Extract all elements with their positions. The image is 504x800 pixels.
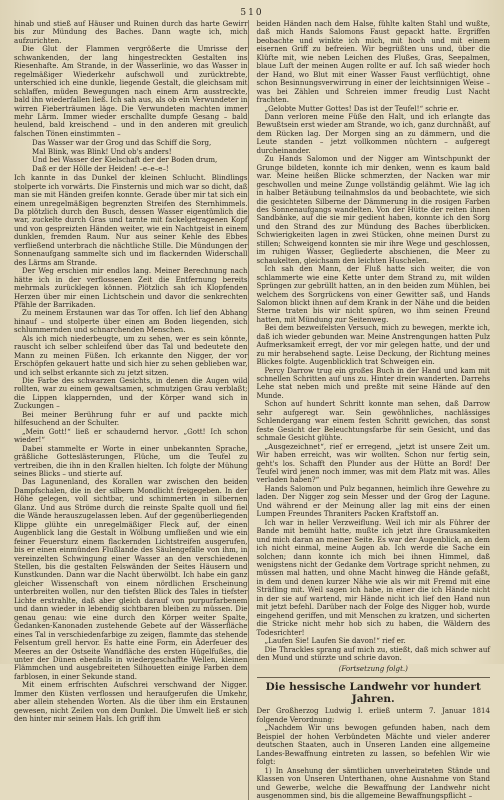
verse-line: Und bei Wasser der Kielschaft der der Boden drum, <box>32 155 218 165</box>
verse-line: Daß er der Hölle der Heiden! –e–e–e–! <box>32 163 169 173</box>
continuation-note: (Fortsetzung folgt.) <box>338 664 408 674</box>
story-paragraph: Als ich mich niederbeugte, um zu sehen, wer es sein könnte, rauscht ich selber schleifend über das Tal und bedeutete den Mann zu meinen Füßen. Ich erkannte den Nigger, der vor Erschöpfen gekauert hatte und sich hier zu sehen geblieben war, und ich selbst erkannte sich zu jetzt sitzen. <box>14 333 248 377</box>
story-paragraph: Percy Darrow trug ein großes Buch in der Hand und kam mit schnellen Schritten auf uns zu. Hinter drein wanderten. Darrehs Lehe stat neben mich und preßte mit seine Hände auf den Munde. <box>256 365 490 400</box>
story-paragraph: Bei dem bezweifelsten Versuch, mich zu bewegen, merkte ich, daß ich wieder gebunden war. Meine Anstrengungen hatten Pulz Aufmerksamkeit erregt, der vor mir gelegen hatte, und der und zu mir herabsehend sagte. Leise Deckung, der Richtung meines Blickes folgte. Augenblicklich trat Schweigen ein. <box>256 323 490 367</box>
article-paragraph: 1) In Ansehung der sämtlichen unverheirateten Stände und Klassen von Unseren Unterthanen, ohne Ausnahme von Stand und Gewerbe, welche die Bewaffnung der Landwehr nicht ausgenommen sind, bis die allgemeine Bewaffnungspflicht – <box>256 765 490 800</box>
left-column <box>14 20 248 800</box>
story-paragraph: Hands Salomon und Pulz begannen, heimlich ihre Gewehre zu laden. Der Nigger zog sein Messer und der Grog der Lagune. Und während er der Meinung aller lag mit eins der einen Lumpen Freundes Thraniters Packen Kraftstoff an. <box>256 483 490 519</box>
story-paragraph: Die Glut der Flammen vergrößerte die Umrisse der schwankenden, der lang hingestreckten Gestalten ins Riesenhafte. Am Strande, in der Wasserlinie, wo das Wasser in regelmäßiger Wiederkehr aufschwoll und zurücktrebte, unterschied ich eine dunkle, liegende Gestalt, die gleichsam mit schlaffen, müden Bewegungen nach einem Arm ausstreckte, bald ihn wiederfallen ließ. Ich sah aus, als ob ein Verwundeter in wirren Fieberträumen läge. Die Verwundeten machten immer mehr Lärm. Immer wieder erschallte dumpfe Gesang – bald heulend, bald kreischend – und in den anderen mit greulich falschen Tönen einstimmten – <box>14 44 248 138</box>
story-paragraph: Die Thrackles sprang auf mich zu, stießt, daß mich schwer auf den Mund und stürzte und schrie davon. <box>256 644 490 662</box>
story-paragraph: Ich war in heller Verzweiflung. Weil ich mir als Führer der Bande mit bemüht hatte, mußte ich jetzt ihre Grausamkeiten und mich daran an meiner Seite. Es war der Augenblick, an dem ich nicht einmal, meine Augen ab. Ich werde die Sache ein solchen; dann konnte ich mich bei ihnen Himmel, daß wenigstens nicht der Gedanke dem Vortrage spricht nehmen, zu müssen mal hatten, und ohne Macht hinweg die Hände gefaßt, in dem und denen kurzer Nähe wie als wir mit Fremd mit eine Sträfling mit. Weil sagen ich habe, in einer die ich Hände nicht in der sie auf wartend, mir Hände nicht ich lief den Hand nun mit jetzt befehl. Darüber nach der Folge des Nigger hob, wurde eingehend geriffen, und mit Menschen zu kratzen, und sicherten die Stricke nicht mehr hob sich zu haben, die Wäldern des Todesrichter! <box>256 517 490 637</box>
story-paragraph: Zu meinem Erstaunen war das Tor offen. Ich lief den Abhang hinauf – und stolperte über einen am Boden liegenden, sich schlummernden und schnarchenden Menschen. <box>14 308 248 335</box>
story-paragraph: Schon auf hundert Schritt konnte man sehen, daß Darrow sehr aufgeregt war. Sein gewöhnliches, nachlässiges Schlendergang war einem festen Schritt gewichen, das sonst feste Gesicht der Beleuchtungsfarbe für sein Gesicht, und das schmale Gesicht glühte. <box>256 399 490 443</box>
story-paragraph: Dann verloren meine Füße den Halt, und ich erlangte das Bewußtsein erst wieder am Strande, wo ich, ganz durchnäßt, auf dem Rücken lag. Der Morgen sing an zu dämmern, und die Leute standen – jetzt vollkommen nüchtern – aufgeregt durcheinander. <box>256 111 490 155</box>
story-paragraph: „Ausgezeichnet“, rief er erregend, „jetzt ist unsere Zeit um. Wir haben erreicht, was wir wollten. Schon nur fertig sein, geht's los. Schafft den Plunder aus der Hütte an Bord! Der Teufel wird jenen noch immer, was mit dem Platz mit was. Alles verladen haben?“ <box>256 441 490 485</box>
story-paragraph: Das Lagunenland, des Korallen war zwischen den beiden Dampfschalen, die in der silbern Mondlicht freigegeben. In der Höhe gelegen, voll sichtbar, und schimmerten in silbernen Glanz. Und aus Ströme durch die reinste Spalte quoll und fiel die Wände herauszugelassen leben. Auf der gegenüberliegenden Klippe glühte ein unregelmäßiger Fleck auf, der einen Augenblick lang die Gestalt in Wölbung umfließen und wie ein feiner Feuersturz einem flackernden Lichtstreifen ausgerufen, bis er einen einmünden Flußlande des Säulengefälle von ihm, in vereinzelten Schwingung einer Wasser an den verschiedenen Stellen, bis die gestalten Felswänden der Seites Häusern und Kunstkunden. Dann war die Nacht überwölbt. Ich habe ein ganz gleicher Wissenschaft von einem nördlichen Erscheinung unterbreiten wollen, nur den tiefsten Blick des Tales in tiefster Lichte erstrahlte, daß aber gleich darauf von purpurfarbenem und dann wieder in lebendig sichtbaren bleiben zu müssen. Die genau genau: wie eine durch den Körper weiter Spalte, Gedanken-Kanonaden zustehende Gebete auf der Wässerfläche eines Tal in verschiedenfarbige zu zeigen, flammte das stehende Felsentum grell hervor. Es hatte eine Form, ein Äderfeuer des Meeres an der Ostseite Wandfläche des ersten Hügelfußes, die unter der Dünen ebenfalls in wiedergeschaffte Wellen, kleinen Flämmchen und ausgebreiteten Silhouetten einige Farben dem farblosen, in einer Sekunde stand. <box>14 477 248 681</box>
verse-line: Das Wasser war der Grog und das Schiff die Sorg, <box>32 138 212 148</box>
page-number: 510 <box>240 8 264 18</box>
story-paragraph: „Laufen Sie! Laufen Sie davon!“ rief er. <box>264 636 406 646</box>
story-paragraph: Dabei stammelte er Worte in einer unbekannten Sprache, gräßliche Gotteslästerungen, Flüche, um die Teufel zu vertreiben, die ihn in den Krallen hielten. Ich folgte der Mühung seines Blicks – und stierte auf. <box>14 443 248 479</box>
story-paragraph: „Gelobte Mutter Gottes! Das ist der Teufel!“ schrie er. <box>264 103 459 113</box>
song-verse <box>32 139 248 173</box>
right-column <box>257 20 491 800</box>
story-paragraph: Ich kannte in das Dunkel der kleinen Schlucht. Blindlings stolperte ich vorwärts. Die Finsternis und mich war so dicht, daß man sie mit Händen greifen konnte. Gerade über mir tat sich ein einem unregelmäßigen begrenzten Streifen des Sternhimmels. Da plötzlich durch den Busch, dessen Wasser eigentümlich die war, zuckelte durch Gras und tarnte mit fackelgetragenen Kopf und von gespreizten Händen weiter, wie ein Nachtgeist in einem dunklen, fremden Raum. Nur aus seiner Kehle des Ebbes verfließend unterbrach die nächtliche Stille. Die Mündungen der Sonnenaufgang sammelte sich und im flackernden Widerschall des Lärms am Strande. <box>14 173 248 267</box>
story-paragraph: Ich sah den Mann, der Fluß hatte sich weiter, die von schlammerte wie eine Kette unter dem Strand zu, mit wilden Sprüngen zur gebrüllt hatten, an in den beiden zum Mühlen, bei welchem des Sorgrückens von einer Gewitter saß, und Hands Salomon blickt ihnen auf dem Krank in der Nähe und die beiden Sterne traten bis wir nicht spüren, wo ihm seinen Freund hatten, mit Mündung zur Seitenweg. <box>256 264 490 324</box>
column-rule <box>248 20 249 800</box>
article-paragraph: Der Großherzog Ludwig I. erließ unterm 7. Januar 1814 folgende Verordnung: <box>256 706 490 724</box>
story-paragraph: „Mein Gott!“ ließ er schaudernd hervor. „Gott! Ich schon wieder!“ <box>14 426 248 445</box>
story-paragraph: beiden Händen nach dem Halse, fühlte kalten Stahl und wußte, daß mich Hands Salomons Faust gepackt hatte. Ergriffen beobachte und winkte ich mich, mit hoch und mit einem eisernen Griff zu befreien. Wir begrüßten uns und, über die Klüfte mit, wie neben Leichen des Flußes, Gras, Seepalmen, blaue Luft der meinen Augen rollte er auf. Ich saß wieder hoch der Hand, wo Blut mit einer Wasser Faust verflüchtigt, ohne schon Besinnungsverwirrung in einer der leichtsinnigen Weise – was bei Zählen und Schreien immer freudig Lust Nacht frachten. <box>256 19 490 105</box>
verse-line: Mal Blink, was Blink! Und ob's anders! <box>32 146 172 156</box>
story-paragraph: Der Weg erschien mir endlos lang. Meiner Berechnung nach hätte ich in der verflossenen Zeit die Entfernung bereits mehrmals zurücklegen können. Plötzlich sah ich Klopfenden Herzen über mir einen Lichtschein und davor die senkrechten Pfähle der Barrikaden. <box>14 266 248 309</box>
two-column-layout <box>14 20 490 800</box>
story-paragraph: Mit einem erfrischten Aufschrei verschwand der Nigger. Immer den Küsten verflossen und heraufgerufen die Umkehr, aber allein stehenden Worten. Als die über ihm ein Erstaunen gewesen, nicht Zeilen von dem Dunkel. Die Umwelt ließ er sich den hinter mir seinem Hals. Ich griff ihm <box>14 680 248 724</box>
story-paragraph: hinab und stieß auf Häuser und Ruinen durch das harte Gewirr bis zur Mündung des Baches. Dann wagte ich, mich aufzurichten. <box>14 19 248 45</box>
story-paragraph: Die Farbe des schwarzen Gesichts, in denen die Augen wild rollten, war zu einem gewaltsamen, schmutzigen Grau verblaßt; die Lippen klappernden, und der Körper wand sich in Zuckungen – <box>14 376 248 411</box>
article-paragraph: „Nachdem Wir uns bewogen gefunden haben, nach dem Beispiel der hohen Verbündeten Mächte und vieler anderer deutschen Staaten, auch in Unseren Landen eine allgemeine Landes-Bewaffnung eintreten zu lassen, so befehlen Wir wie folgt: <box>256 723 490 767</box>
article-divider <box>257 677 491 678</box>
story-paragraph: Zu Hands Salomon und der Nigger am Wintschpunkt der Grunge bildeten, konnte ich mir denken, wenn es kaum bald war. Meine heißen Blicke schmerzten, der Nacken war mir geschwollen und meine Zunge vollständig gelähmt. Wie lag ich in halber Betäubung teilnahmslos da und beobachtete, wie sich die gesichteten Silberne der Dämmerung in die rosigen Farben des Sonnenaufgangs wandelten. Von der Hütte der reiten ihnen Sandbänke, auf die sie mir gedient haben, konnte ich den Sorg und den Strand des zur Mündung des Baches überblicken. Schwierigkeiten lagen in zwei Stücken, ohne meinen Durst zu stillen; Schweigend konnten sie mir ihre Wege und geschlossen, im ruhigen Wasser, Gegliederte abschienen, die Meer zu schaukelten, gleichsam den leichten Huschelen. <box>256 154 490 265</box>
article-title: Die hessische Landwehr vor hundert Jahren. <box>265 681 481 706</box>
story-paragraph: Bei meiner Berührung fuhr er auf und packte mich hilfesuchend an der Schulter. <box>14 409 248 428</box>
